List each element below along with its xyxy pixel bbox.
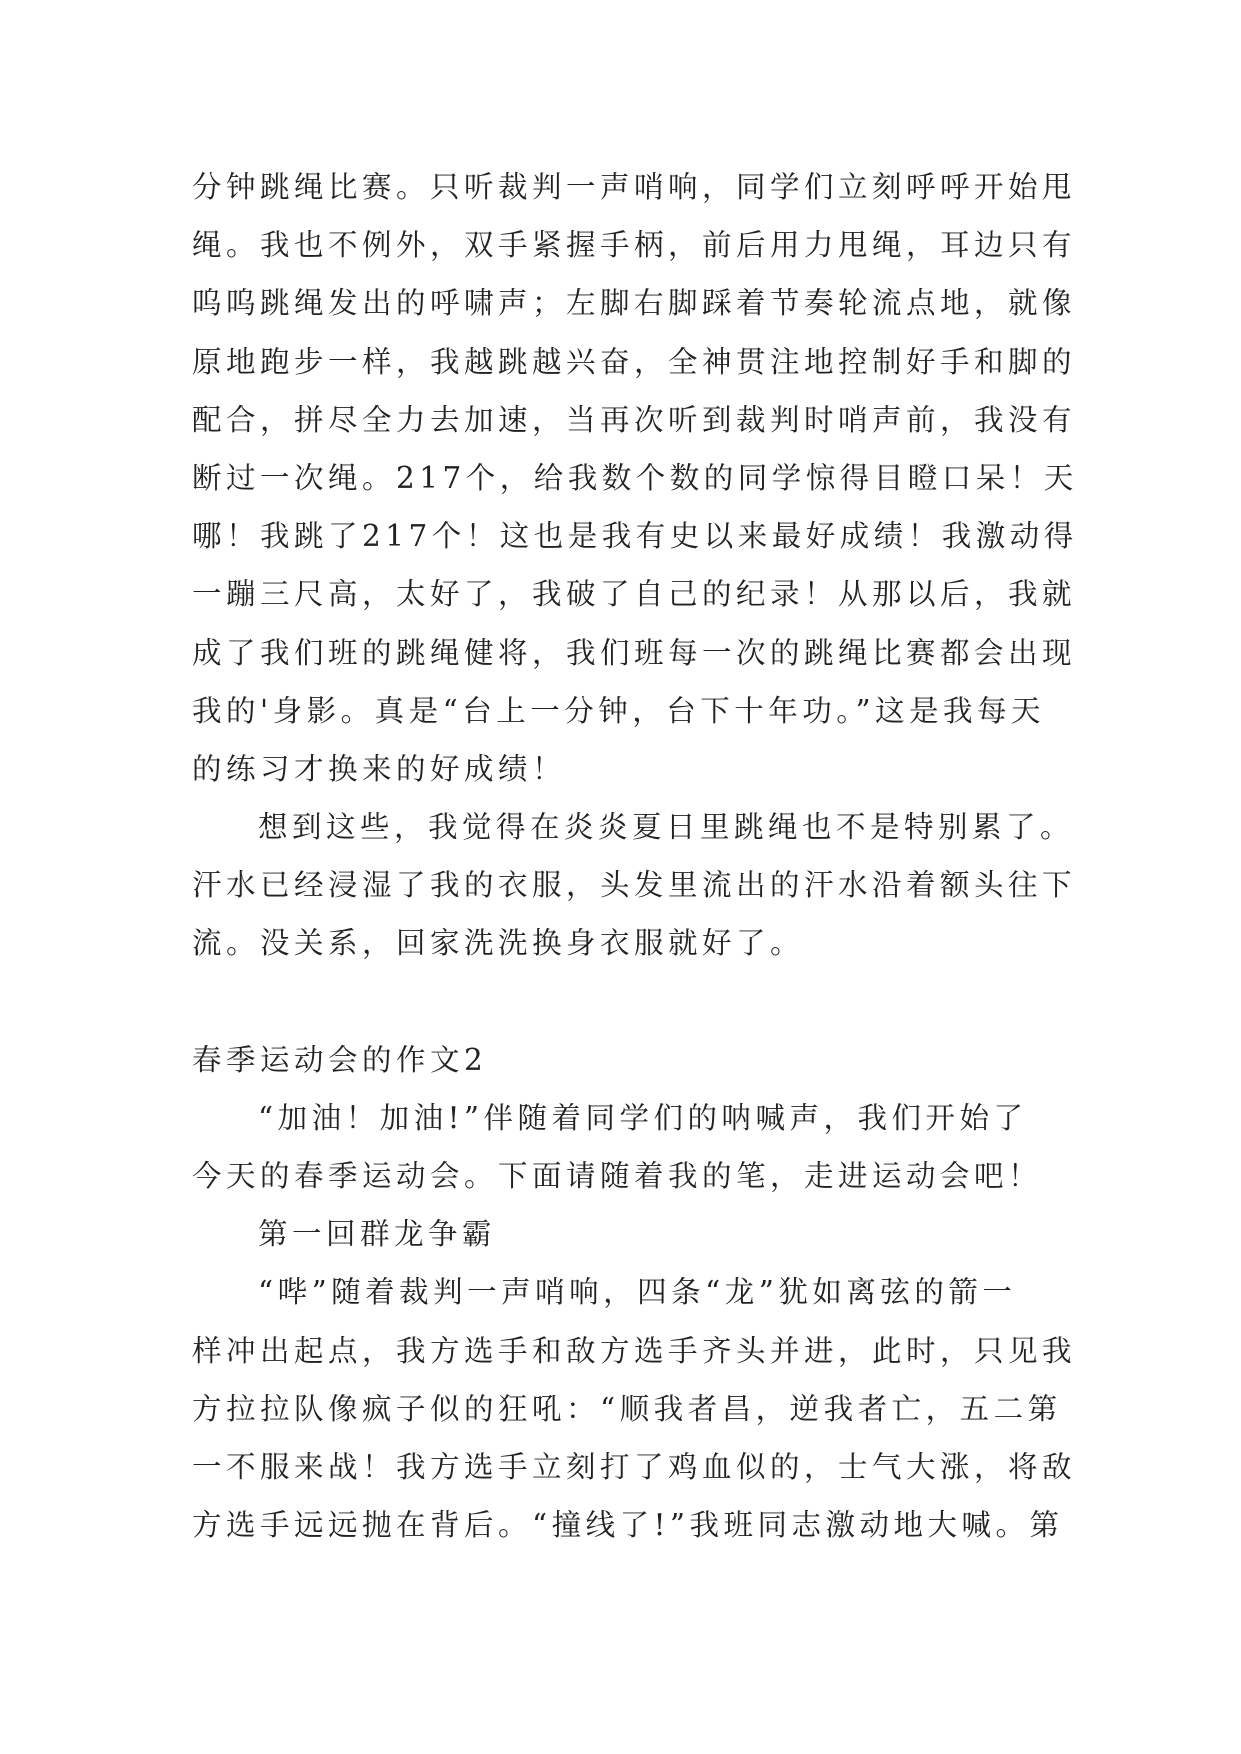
paragraph-first-line: “哔”随着裁判一声哨响，四条“龙”犹如离弦的箭一 — [258, 1275, 1017, 1310]
text-line: 方拉拉队像疯子似的狂吼：“顺我者昌，逆我者亡，五二第 — [192, 1391, 1062, 1426]
paragraph-first-line: “加油！加油!”伴随着同学们的呐喊声，我们开始了 — [258, 1100, 1028, 1135]
text-line: 的练习才换来的好成绩！ — [192, 751, 567, 786]
section-heading: 春季运动会的作文2 — [192, 1042, 488, 1077]
text-line: 哪！我跳了217个！这也是我有史以来最好成绩！我激动得 — [192, 519, 1078, 554]
text-line: 分钟跳绳比赛。只听裁判一声哨响，同学们立刻呼呼开始甩 — [192, 170, 1077, 204]
text-line: 流。没关系，回家洗洗换身衣服就好了。 — [192, 926, 805, 961]
text-line: 汗水已经浸湿了我的衣服，头发里流出的汗水沿着额头往下 — [192, 868, 1077, 903]
text-line: 绳。我也不例外，双手紧握手柄，前后用力甩绳，耳边只有 — [192, 228, 1077, 263]
text-line: 今天的春季运动会。下面请随着我的笔，走进运动会吧！ — [192, 1159, 1043, 1193]
subheading: 第一回群龙争霸 — [258, 1217, 497, 1252]
section-spacer — [192, 973, 1062, 1031]
paragraph-first-line: 想到这些，我觉得在炎炎夏日里跳绳也不是特别累了。 — [258, 810, 1075, 845]
text-line: 配合，拼尽全力去加速，当再次听到裁判时哨声前，我没有 — [192, 402, 1077, 437]
text-line: 样冲出起点，我方选手和敌方选手齐头并进，此时，只见我 — [192, 1333, 1077, 1368]
text-line: 成了我们班的跳绳健将，我们班每一次的跳绳比赛都会出现 — [192, 635, 1077, 670]
text-line: 断过一次绳。217个，给我数个数的同学惊得目瞪口呆！天 — [192, 460, 1078, 495]
text-line: 呜呜跳绳发出的呼啸声；左脚右脚踩着节奏轮流点地，就像 — [192, 286, 1077, 321]
document-body — [192, 158, 1078, 1554]
text-line: 方选手远远抛在背后。“撞线了!”我班同志激动地大喊。第 — [192, 1508, 1064, 1543]
text-line: 原地跑步一样，我越跳越兴奋，全神贯注地控制好手和脚的 — [192, 344, 1077, 379]
text-line: 一不服来战！我方选手立刻打了鸡血似的，士气大涨，将敌 — [192, 1449, 1077, 1484]
text-line: 我的'身影。真是“台上一分钟，台下十年功。”这是我每天 — [192, 693, 1046, 728]
text-line: 一蹦三尺高，太好了，我破了自己的纪录！从那以后，我就 — [192, 577, 1077, 612]
